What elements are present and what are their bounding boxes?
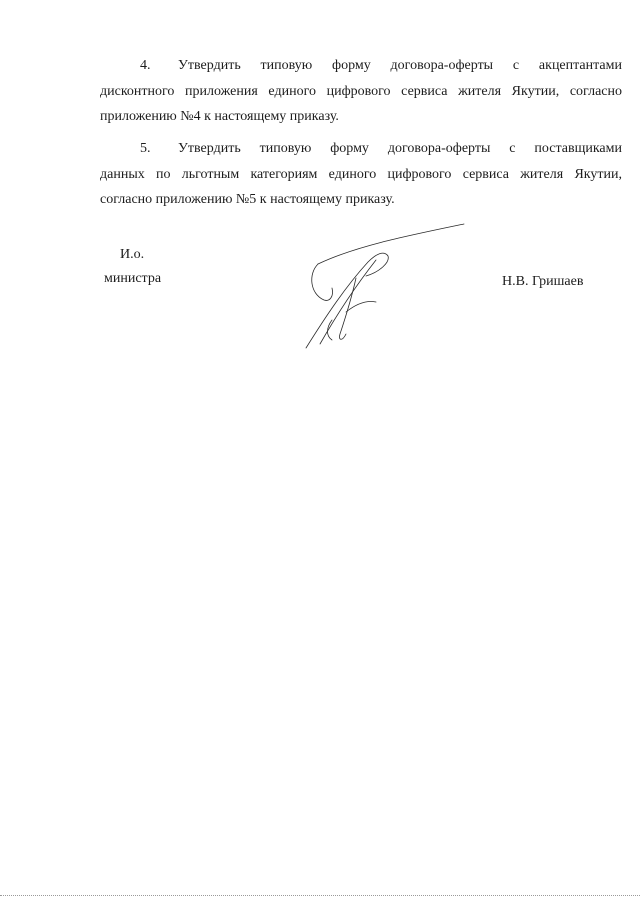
scan-bottom-edge	[0, 895, 640, 896]
signatory-title-line-2: министра	[104, 271, 162, 286]
paragraph-line: дисконтного приложения единого цифрового сервиса жителя Якутии, согласно	[100, 83, 622, 99]
paragraph-text: Утвердить типовую форму договора-оферты с поставщиками	[178, 141, 622, 156]
paragraph-line	[100, 136, 622, 162]
paragraph-line: приложению №4 к настоящему приказу.	[100, 109, 339, 124]
handwritten-signature	[296, 216, 472, 354]
paragraph-line: данных по льготным категориям единого цифрового сервиса жителя Якутии,	[100, 166, 622, 182]
signatory-title-line-1: И.о.	[120, 247, 145, 262]
paragraph-4	[100, 53, 622, 130]
paragraph-line: согласно приложению №5 к настоящему приказу.	[100, 192, 395, 207]
paragraph-line	[100, 53, 622, 79]
signatory-name: Н.В. Гришаев	[502, 274, 584, 289]
paragraph-text: Утвердить типовую форму договора-оферты с акцептантами	[178, 58, 622, 73]
paragraph-5	[100, 136, 622, 213]
paragraph-number: 5.	[140, 141, 151, 156]
paragraph-number: 4.	[140, 58, 151, 73]
